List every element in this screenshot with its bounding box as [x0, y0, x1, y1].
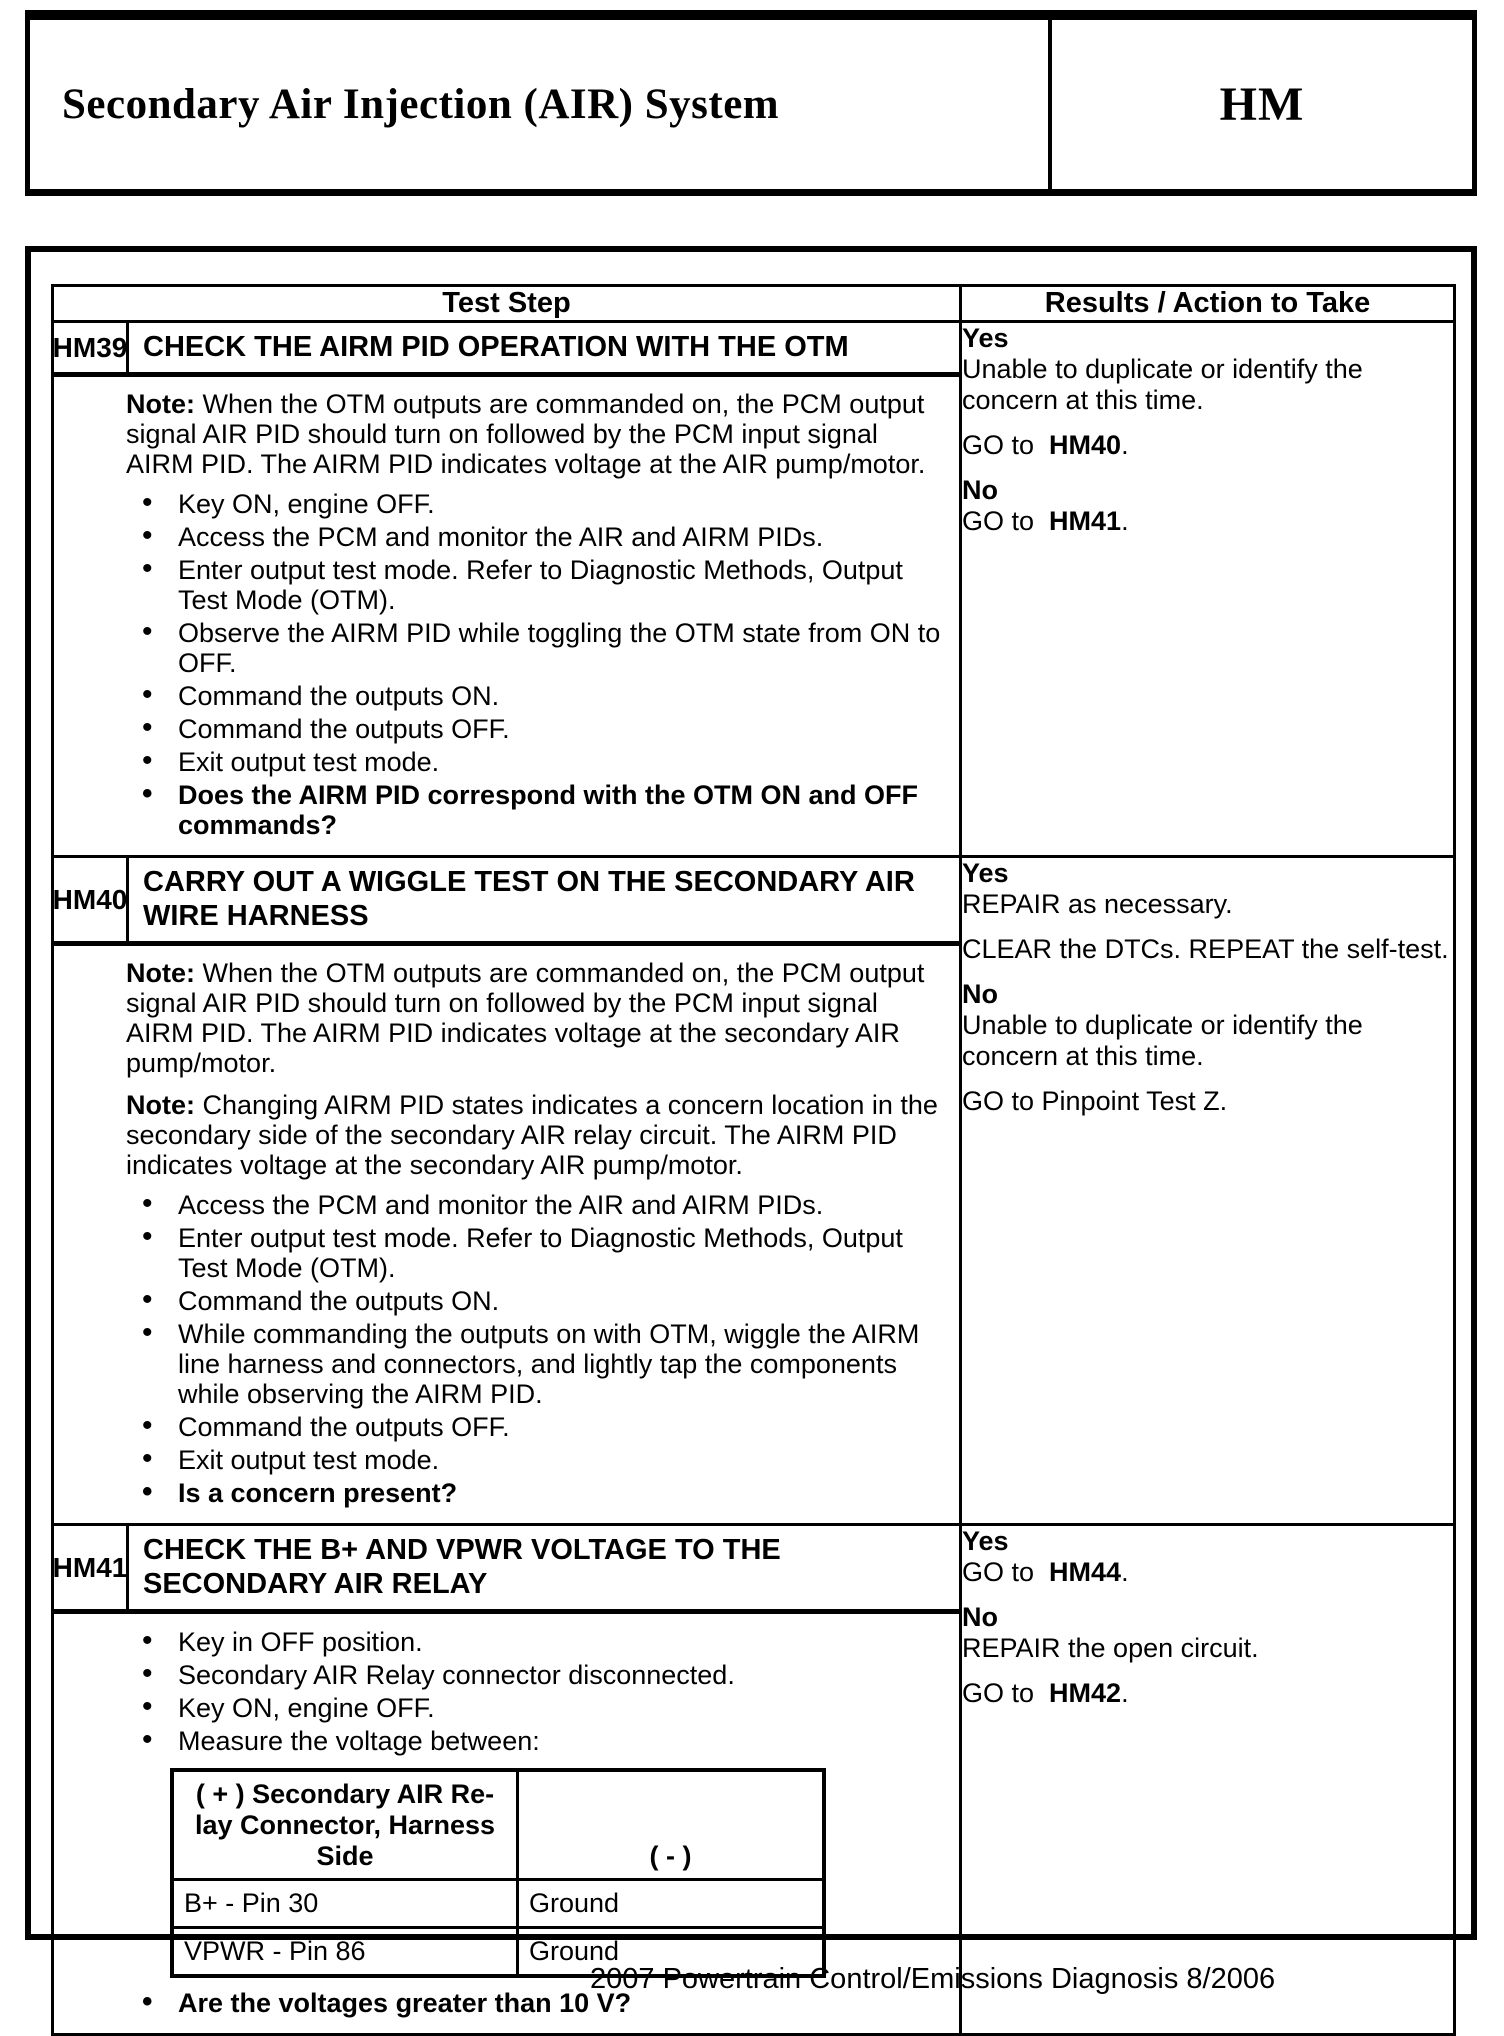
list-item: • Key ON, engine OFF.: [126, 1693, 945, 1723]
list-item: • Command the outputs ON.: [126, 1286, 945, 1316]
note-label: Note:: [126, 958, 195, 988]
column-header-results: Results / Action to Take: [961, 286, 1455, 322]
test-id: HM41: [54, 1526, 129, 1609]
column-header-test-step: Test Step: [53, 286, 961, 322]
note-paragraph: [126, 389, 945, 479]
note-paragraph: [126, 1090, 945, 1180]
positive-pin-cell: B+ - Pin 30: [172, 1880, 518, 1928]
list-item: • Enter output test mode. Refer to Diagnostic Methods, Output Test Mode (OTM).: [126, 555, 945, 615]
list-item: • Measure the voltage between:: [126, 1726, 945, 1756]
test-title-bar: [54, 1526, 959, 1614]
result-line: No: [962, 475, 998, 505]
voltage-table-positive-header: ( + ) Secondary AIR Re-lay Connector, Harness Side: [172, 1770, 518, 1880]
list-item: • While commanding the outputs on with OTM, wiggle the AIRM line harness and connectors, and lightly tap the components while observing the AIRM PID.: [126, 1319, 945, 1409]
results-cell-hm41: [961, 1525, 1455, 2035]
test-id: HM40: [54, 858, 129, 941]
result-line: REPAIR as necessary.: [962, 889, 1233, 919]
test-body: [54, 946, 959, 1523]
list-item: • Enter output test mode. Refer to Diagnostic Methods, Output Test Mode (OTM).: [126, 1223, 945, 1283]
list-item: • Access the PCM and monitor the AIR and AIRM PIDs.: [126, 522, 945, 552]
list-item: • Command the outputs OFF.: [126, 714, 945, 744]
list-item: • Secondary AIR Relay connector disconnected.: [126, 1660, 945, 1690]
step-bullet-list: [126, 1627, 945, 1756]
list-item: • Command the outputs OFF.: [126, 1412, 945, 1442]
result-line: GO to Pinpoint Test Z.: [962, 1086, 1228, 1116]
test-title-bar: [54, 323, 959, 377]
question-item: • Does the AIRM PID correspond with the OTM ON and OFF commands?: [126, 780, 945, 840]
result-line: Yes: [962, 1526, 1009, 1556]
table-header-row: [53, 286, 1455, 322]
document-header-code-cell: [1052, 20, 1472, 189]
test-body: [54, 377, 959, 855]
test-title: CHECK THE B+ AND VPWR VOLTAGE TO THE SECONDARY AIR RELAY: [143, 1534, 781, 1600]
table-row-hm40: [53, 857, 1455, 1525]
result-line: REPAIR the open circuit.: [962, 1633, 1259, 1663]
result-line: CLEAR the DTCs. REPEAT the self-test.: [962, 934, 1449, 964]
test-title-bar: [54, 858, 959, 946]
test-title: CARRY OUT A WIGGLE TEST ON THE SECONDARY AIR WIRE HARNESS: [143, 866, 915, 932]
negative-pin-cell: Ground: [518, 1880, 825, 1928]
list-item: • Command the outputs ON.: [126, 681, 945, 711]
result-line: Unable to duplicate or identify the concern at this time.: [962, 1010, 1363, 1071]
test-step-cell-hm40: [53, 857, 961, 1525]
results-cell-hm39: [961, 322, 1455, 857]
note-paragraph: [126, 958, 945, 1078]
question-item: • Are the voltages greater than 10 V?: [126, 1988, 945, 2018]
voltage-measurement-table: [170, 1768, 826, 1978]
list-item: • Key in OFF position.: [126, 1627, 945, 1657]
list-item: • Exit output test mode.: [126, 1445, 945, 1475]
result-line: Yes: [962, 323, 1009, 353]
list-item: • Exit output test mode.: [126, 747, 945, 777]
pinpoint-test-table: [51, 284, 1456, 2036]
test-title: CHECK THE AIRM PID OPERATION WITH THE OTM: [143, 331, 849, 363]
note-text: When the OTM outputs are commanded on, the PCM output signal AIR PID should turn on followed by the PCM input signal AIRM PID. The AIRM PID indicates voltage at the secondary AIR pump/motor.: [126, 958, 925, 1078]
table-row-hm39: [53, 322, 1455, 857]
note-label: Note:: [126, 1090, 195, 1120]
step-bullet-list: [126, 489, 945, 840]
note-text: Changing AIRM PID states indicates a concern location in the secondary side of the secondary AIR relay circuit. The AIRM PID indicates voltage at the secondary AIR pump/motor.: [126, 1090, 938, 1180]
voltage-table-header-row: [172, 1770, 824, 1880]
question-item: • Is a concern present?: [126, 1478, 945, 1508]
test-id: HM39: [54, 323, 129, 372]
note-text: When the OTM outputs are commanded on, the PCM output signal AIR PID should turn on followed by the PCM input signal AIRM PID. The AIRM PID indicates voltage at the AIR pump/motor.: [126, 389, 926, 479]
result-line: GO to HM44.: [962, 1557, 1129, 1587]
section-code: HM: [1219, 78, 1305, 131]
table-row-hm41: [53, 1525, 1455, 2035]
result-line: No: [962, 1602, 998, 1632]
page-title: Secondary Air Injection (AIR) System: [62, 81, 780, 128]
document-header-title-cell: [30, 20, 1052, 189]
result-line: No: [962, 979, 998, 1009]
page-footer: 2007 Powertrain Control/Emissions Diagnosis 8/2006: [590, 1963, 1276, 1995]
negative-pin-cell: Ground: [518, 1928, 825, 1977]
result-line: GO to HM42.: [962, 1678, 1129, 1708]
list-item: • Observe the AIRM PID while toggling the OTM state from ON to OFF.: [126, 618, 945, 678]
document-header: [25, 10, 1477, 196]
list-item: • Access the PCM and monitor the AIR and AIRM PIDs.: [126, 1190, 945, 1220]
table-row: [172, 1880, 824, 1928]
voltage-table-negative-header: ( - ): [518, 1770, 825, 1880]
list-item: • Key ON, engine OFF.: [126, 489, 945, 519]
test-step-cell-hm41: [53, 1525, 961, 2035]
result-line: GO to HM41.: [962, 506, 1129, 536]
result-line: Unable to duplicate or identify the concern at this time.: [962, 354, 1363, 415]
note-label: Note:: [126, 389, 195, 419]
step-bullet-list: [126, 1190, 945, 1508]
results-cell-hm40: [961, 857, 1455, 1525]
result-line: Yes: [962, 858, 1009, 888]
positive-pin-cell: VPWR - Pin 86: [172, 1928, 518, 1977]
result-line: GO to HM40.: [962, 430, 1129, 460]
test-step-cell-hm39: [53, 322, 961, 857]
